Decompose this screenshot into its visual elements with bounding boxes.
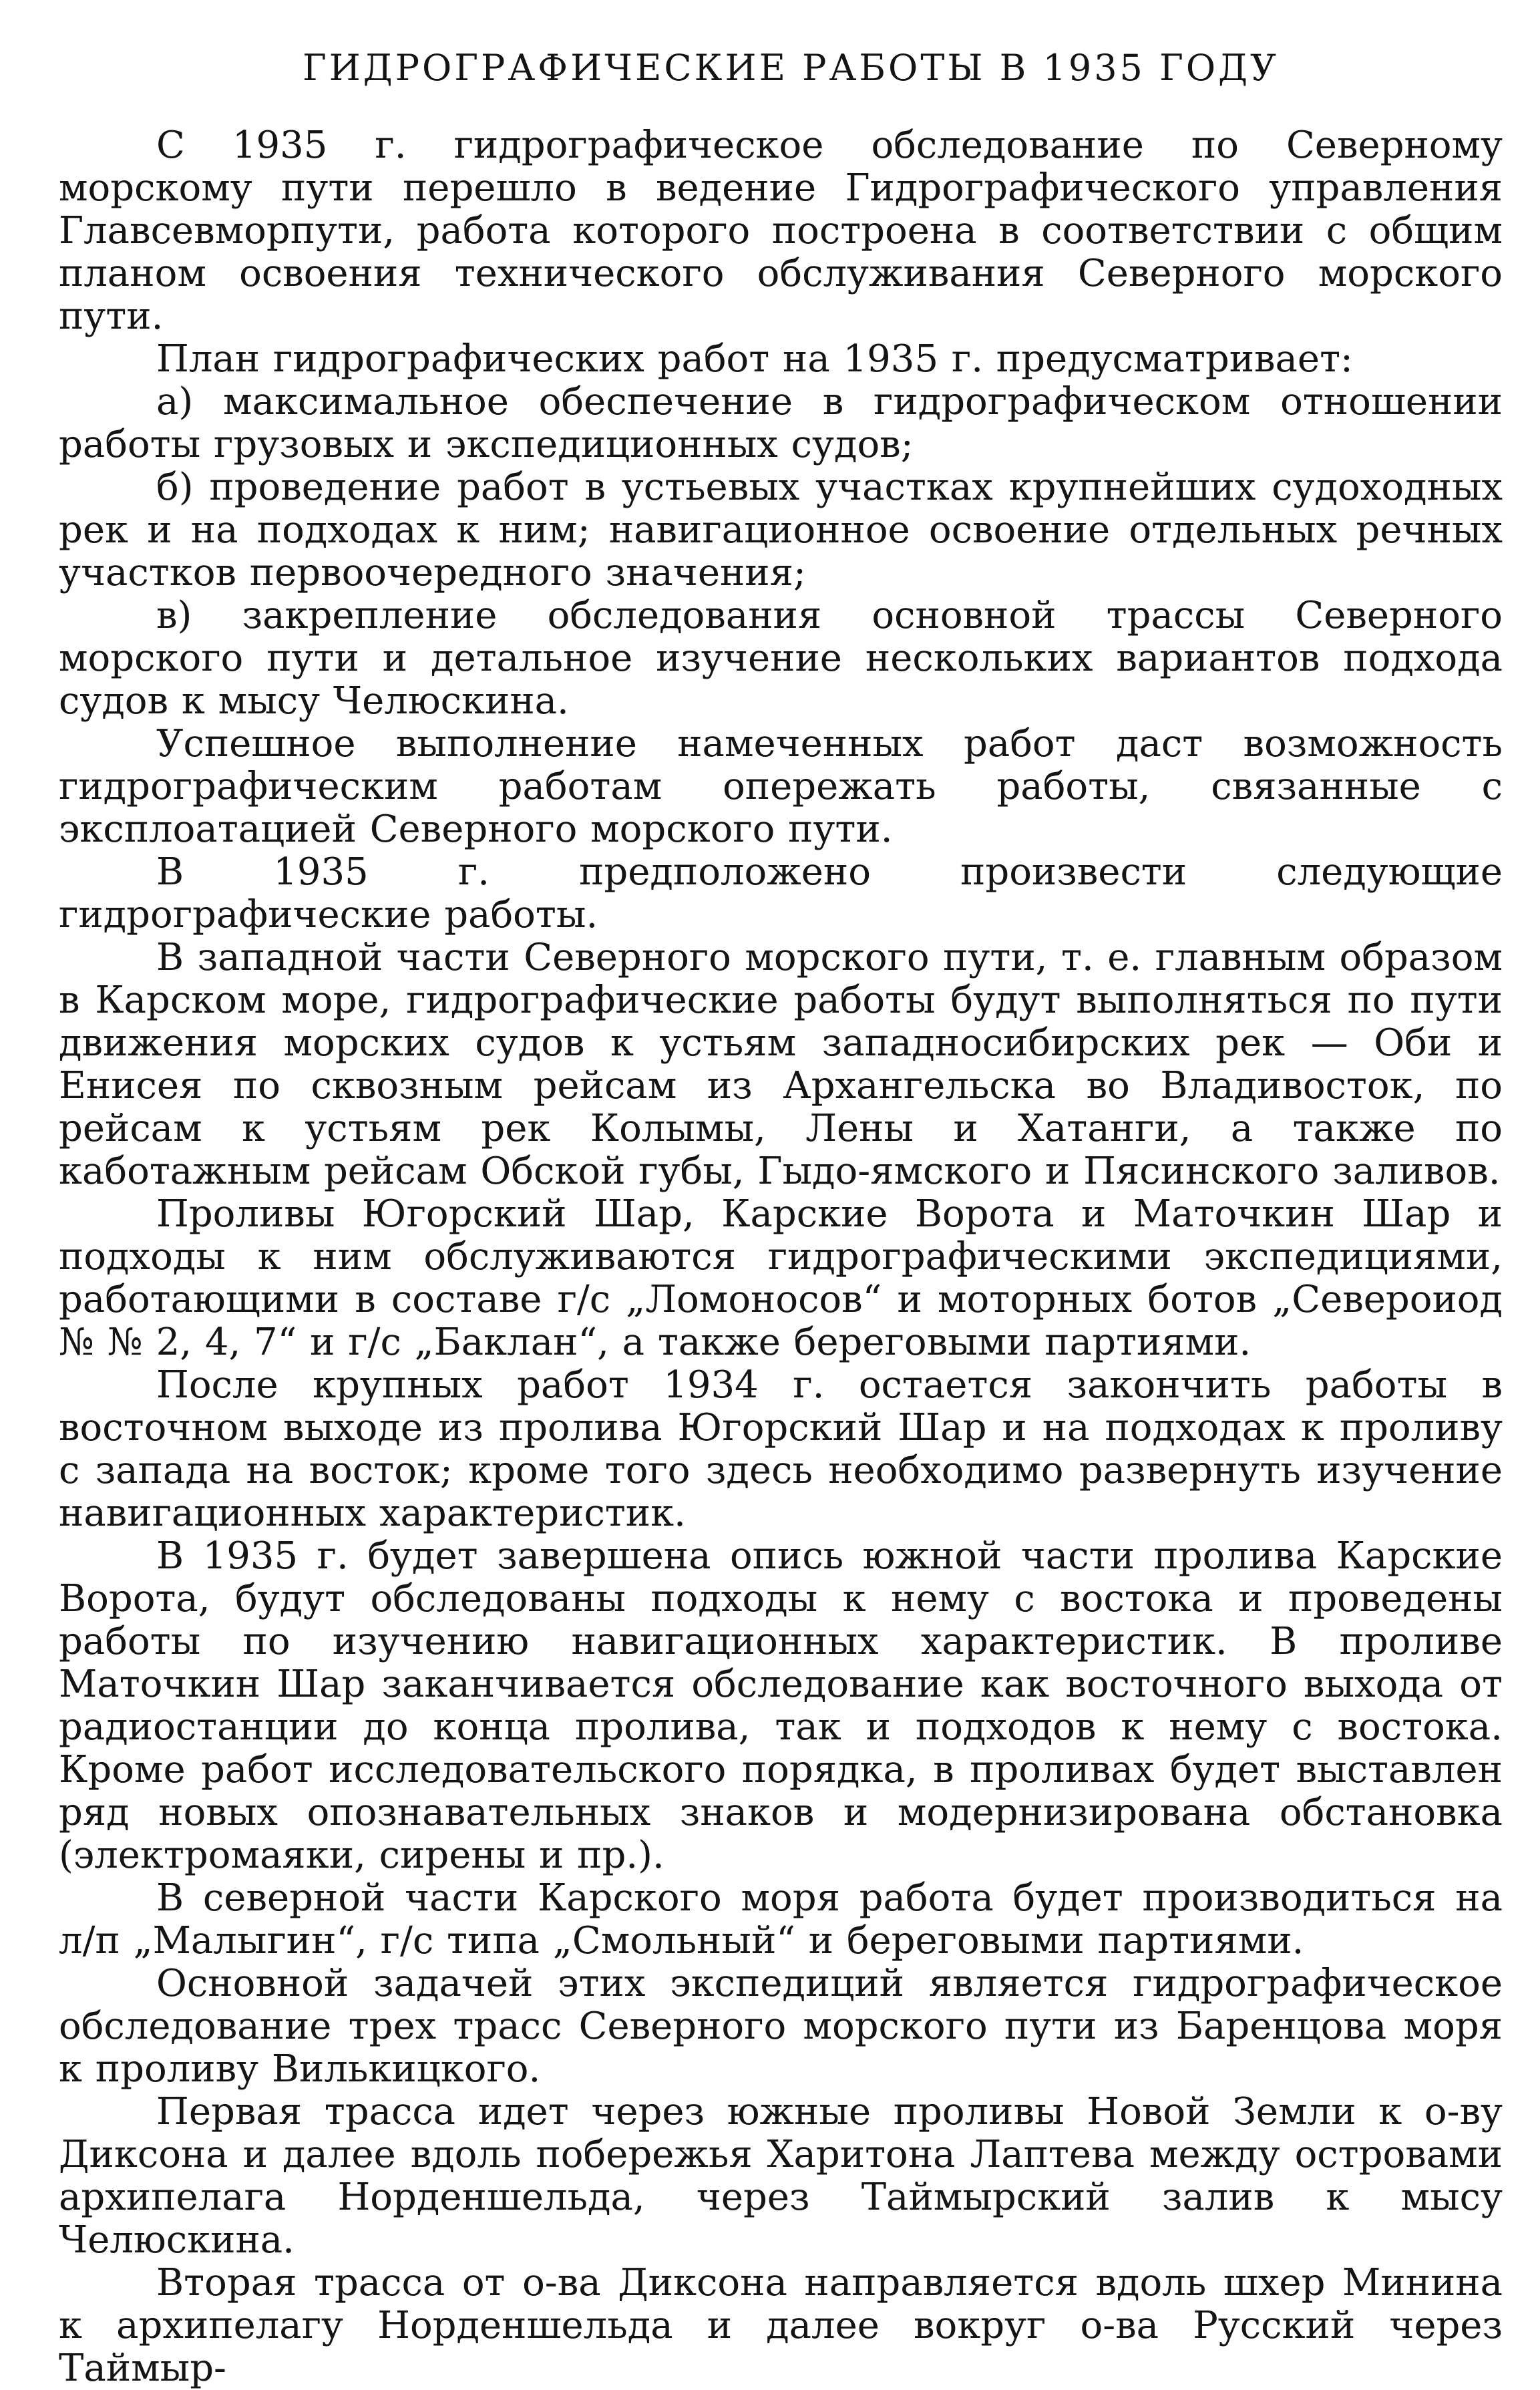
paragraph-10: После крупных работ 1934 г. остается закончить работы в восточном выходе из пролива Югорский Шар и на подходах к проливу с запада на восток; кроме того здесь необходимо развернуть изучение навигационных характеристик. xyxy=(59,1363,1503,1535)
paragraph-5: в) закрепление обследования основной трассы Северного морского пути и детальное изучение нескольких вариантов подхода судов к мысу Челюскина. xyxy=(59,594,1503,723)
paragraph-1: С 1935 г. гидрографическое обследование по Северному морскому пути перешло в ведение Гидрографического управления Главсевморпути, работа которого построена в соответствии с общим планом освоения технического обслуживания Северного морского пути. xyxy=(59,124,1503,338)
body-text xyxy=(59,124,1503,2390)
paragraph-3: а) максимальное обеспечение в гидрографическом отношении работы грузовых и экспедиционных судов; xyxy=(59,380,1503,466)
paragraph-6: Успешное выполнение намеченных работ даст возможность гидрографическим работам опережать работы, связанные с эксплоатацией Северного морского пути. xyxy=(59,722,1503,851)
paragraph-8: В западной части Северного морского пути, т. е. главным образом в Карском море, гидрографические работы будут выполняться по пути движения морских судов к устьям западносибирских рек — Оби и Енисея по сквозным рейсам из Архангельска во Владивосток, по рейсам к устьям рек Колымы, Лены и Хатанги, а также по каботажным рейсам Обской губы, Гыдо-ямского и Пясинского заливов. xyxy=(59,936,1503,1193)
paragraph-12: В северной части Карского моря работа будет производиться на л/п „Малыгин“, г/с типа „Смольный“ и береговыми партиями. xyxy=(59,1876,1503,1962)
paragraph-2: План гидрографических работ на 1935 г. предусматривает: xyxy=(156,337,1353,381)
paragraph-15: Вторая трасса от о-ва Диксона направляется вдоль шхер Минина к архипелагу Норденшельда и далее вокруг о-ва Русский через Таймыр- xyxy=(59,2261,1503,2390)
paragraph-4: б) проведение работ в устьевых участках крупнейших судоходных рек и на подходах к ним; навигационное освоение отдельных речных участков первоочередного значения; xyxy=(59,466,1503,594)
paragraph-9: Проливы Югорский Шар, Карские Ворота и Маточкин Шар и подходы к ним обслуживаются гидрографическими экспедициями, работающими в составе г/с „Ломоносов“ и моторных ботов „Североиод № № 2, 4, 7“ и г/с „Баклан“, а также береговыми партиями. xyxy=(59,1192,1503,1364)
paragraph-14: Первая трасса идет через южные проливы Новой Земли к о-ву Диксона и далее вдоль побережья Харитона Лаптева между островами архипелага Норденшельда, через Таймырский залив к мысу Челюскина. xyxy=(59,2090,1503,2262)
paragraph-11: В 1935 г. будет завершена опись южной части пролива Карские Ворота, будут обследованы подходы к нему с востока и проведены работы по изучению навигационных характеристик. В проливе Маточкин Шар заканчивается обследование как восточного выхода от радиостанции до конца пролива, так и подходов к нему с востока. Кроме работ исследовательского порядка, в проливах будет выставлен ряд новых опознавательных знаков и модернизирована обстановка (электромаяки, сирены и пр.). xyxy=(59,1534,1503,1877)
paragraph-13: Основной задачей этих экспедиций является гидрографическое обследование трех трасс Северного морского пути из Баренцова моря к проливу Вилькицкого. xyxy=(59,1962,1503,2091)
page-title: ГИДРОГРАФИЧЕСКИЕ РАБОТЫ В 1935 ГОДУ xyxy=(302,47,1280,89)
paragraph-7: В 1935 г. предположено произвести следующие гидрографические работы. xyxy=(59,850,1503,936)
